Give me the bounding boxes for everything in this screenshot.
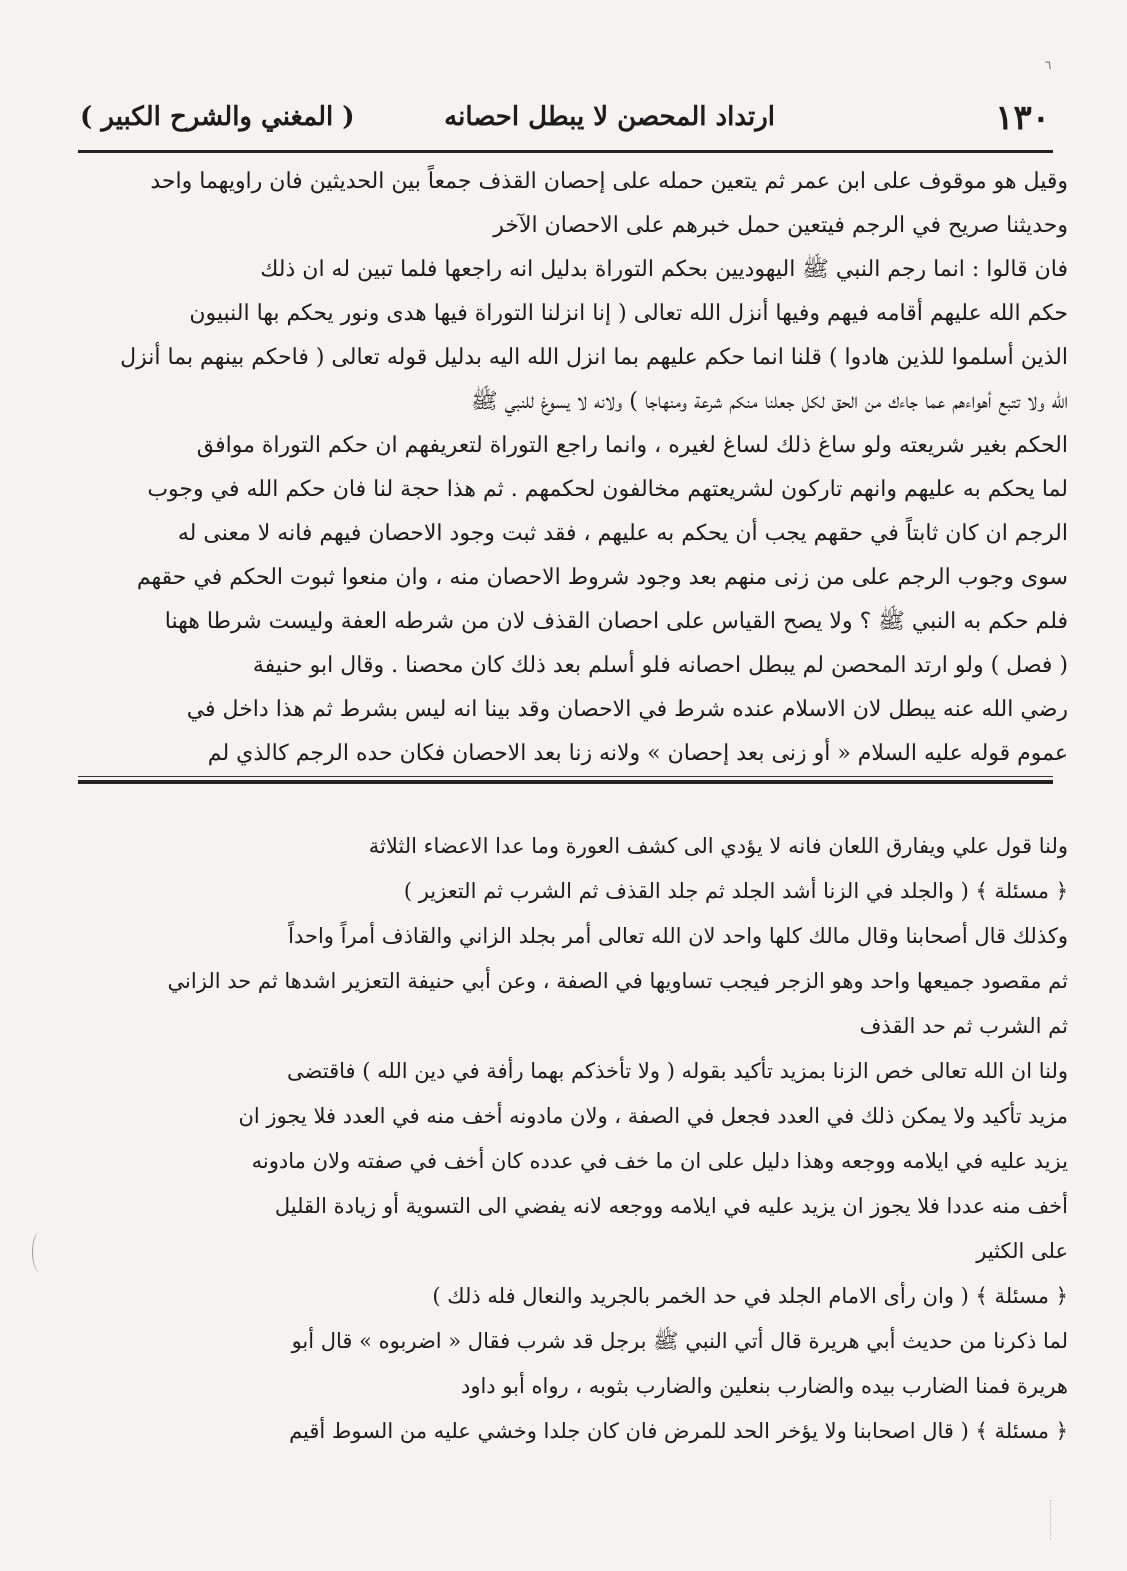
text-line: مزيد تأكيد ولا يمكن ذلك في العدد فجعل في الصفة ، ولان مادونه أخف منه في العدد فلا يجوز ان: [238, 1104, 1068, 1128]
margin-mark: ٦: [1045, 58, 1052, 72]
text-line: الذين أسلموا للذين هادوا ) قلنا انما حكم عليهم بما انزل الله اليه بدليل قوله تعالى ( فاحكم بينهم بما أنزل: [120, 345, 1068, 370]
text-line: أخف منه عددا فلا يجوز ان يزيد عليه في ايلامه ووجعه لانه يفضي الى التسوية أو زيادة القليل: [274, 1194, 1068, 1218]
scan-artifact: [1050, 1500, 1053, 1540]
running-title: ارتداد المحصن لا يبطل احصانه: [444, 102, 775, 132]
text-line: ﴿ مسئلة ﴾ ( وان رأى الامام الجلد في حد الخمر بالجريد والنعال فله ذلك ): [432, 1284, 1068, 1308]
text-line: ثم مقصود جميعها واحد وهو الزجر فيجب تساويها في الصفة ، وعن أبي حنيفة التعزير اشدها ثم حد الزاني: [167, 969, 1068, 993]
text-line: على الكثير: [976, 1239, 1068, 1263]
book-title: ( المغني والشرح الكبير ): [80, 102, 355, 132]
divider-thin: [78, 776, 1053, 777]
text-line: لما يحكم به عليهم وانهم تاركون لشريعتهم مخالفون لحكمهم . ثم هذا حجة لنا فان حكم الله في وجوب: [147, 477, 1068, 502]
text-line: ﴿ مسئلة ﴾ ( والجلد في الزنا أشد الجلد ثم جلد القذف ثم الشرب ثم التعزير ): [403, 879, 1068, 903]
text-line: ولنا ان الله تعالى خص الزنا بمزيد تأكيد بقوله ( ولا تأخذكم بهما رأفة في دين الله ) فاقتضى: [287, 1059, 1068, 1083]
text-line: وقيل هو موقوف على ابن عمر ثم يتعين حمله على إحصان القذف جمعاً بين الحديثين فان راويهما واحد: [150, 169, 1068, 194]
text-line: فلم حكم به النبي ﷺ ؟ ولا يصح القياس على احصان القذف لان من شرطه العفة وليست شرطا ههنا: [164, 609, 1068, 634]
text-line: يزيد عليه في ايلامه ووجعه وهذا دليل على ان ما خف في عدده كان أخف في صفته ولان مادونه: [251, 1149, 1068, 1173]
text-line: ثم الشرب ثم حد القذف: [859, 1014, 1068, 1038]
text-line: حكم الله عليهم أقامه فيهم وفيها أنزل الله تعالى ( إنا انزلنا التوراة فيها هدى ونور يحكم بها النبيون: [189, 301, 1068, 326]
text-line: لما ذكرنا من حديث أبي هريرة قال أتي النبي ﷺ برجل قد شرب فقال « اضربوه » قال أبو: [291, 1329, 1068, 1353]
text-line: ﴿ مسئلة ﴾ ( قال اصحابنا ولا يؤخر الحد للمرض فان كان جلدا وخشي عليه من السوط أقيم: [289, 1419, 1068, 1443]
upper-text-block: [68, 160, 1068, 776]
page-edge-mark: [32, 1232, 47, 1272]
text-line: فان قالوا : انما رجم النبي ﷺ اليهوديين بحكم التوراة بدليل انه راجعها فلما تبين له ان ذلك: [260, 257, 1068, 282]
text-line: سوى وجوب الرجم على من زنى منهم بعد وجود شروط الاحصان منه ، وان منعوا ثبوت الحكم في حقهم: [136, 565, 1068, 590]
text-line: الحكم بغير شريعته ولو ساغ ذلك لساغ لغيره ، وانما راجع التوراة لتعريفهم ان حكم التوراة موافق: [196, 433, 1068, 458]
page-header: [80, 98, 1050, 150]
text-line: الله ولا تتبع أهواءهم عما جاءك من الحق لكل جعلنا منكم شرعة ومنهاجا ) ولانه لا يسوغ للنبي ﷺ: [471, 389, 1068, 414]
text-line: رضي الله عنه يبطل لان الاسلام عنده شرط في الاحصان وقد بينا انه ليس بشرط ثم هذا داخل في: [186, 697, 1068, 722]
lower-text-block: [68, 824, 1068, 1454]
header-rule: [78, 150, 1053, 153]
text-line: ولنا قول علي ويفارق اللعان فانه لا يؤدي الى كشف العورة وما عدا الاعضاء الثلاثة: [368, 834, 1068, 858]
divider-thick: [78, 780, 1053, 784]
text-line: الرجم ان كان ثابتاً في حقهم يجب أن يحكم به عليهم ، فقد ثبت وجود الاحصان فيهم فانه لا معنى له: [177, 521, 1068, 546]
text-line: هريرة فمنا الضارب بيده والضارب بنعلين والضارب بثوبه ، رواه أبو داود: [460, 1374, 1068, 1398]
text-line: وحديثنا صريح في الرجم فيتعين حمل خبرهم على الاحصان الآخر: [493, 213, 1068, 238]
text-line: عموم قوله عليه السلام « أو زنى بعد إحصان » ولانه زنا بعد الاحصان فكان حده الرجم كالذي لم: [207, 741, 1068, 766]
text-line: ( فصل ) ولو ارتد المحصن لم يبطل احصانه فلو أسلم بعد ذلك كان محصنا . وقال ابو حنيفة: [252, 653, 1068, 678]
text-line: وكذلك قال أصحابنا وقال مالك كلها واحد لان الله تعالى أمر بجلد الزاني والقاذف أمراً واحداً: [288, 924, 1068, 948]
page-number: ١٣٠: [995, 98, 1050, 138]
